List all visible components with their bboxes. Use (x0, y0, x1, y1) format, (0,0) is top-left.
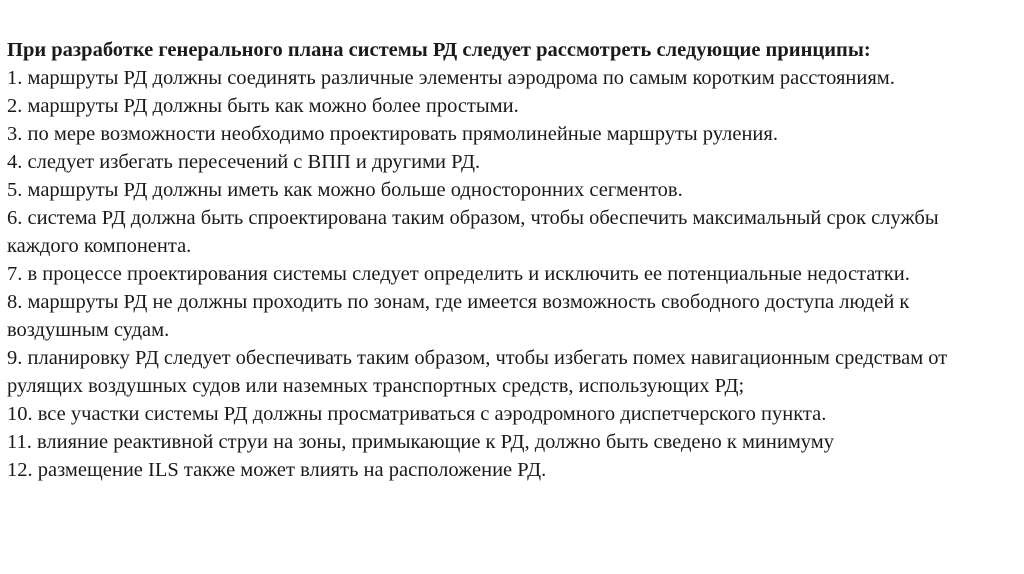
slide-content (7, 36, 1012, 484)
principle-item-6: 6. система РД должна быть спроектирована таким образом, чтобы обеспечить максимальный срок службы каждого компонента. (7, 207, 939, 257)
principle-item-2: 2. маршруты РД должны быть как можно более простыми. (7, 95, 519, 117)
principle-item-3: 3. по мере возможности необходимо проектировать прямолинейные маршруты руления. (7, 123, 778, 145)
slide-heading: При разработке генерального плана системы РД следует рассмотреть следующие принципы: (7, 39, 871, 61)
principle-item-7: 7. в процессе проектирования системы следует определить и исключить ее потенциальные недостатки. (7, 263, 910, 285)
principle-item-12: 12. размещение ILS также может влиять на расположение РД. (7, 459, 547, 481)
principle-item-5: 5. маршруты РД должны иметь как можно больше односторонних сегментов. (7, 179, 683, 201)
principle-item-11: 11. влияние реактивной струи на зоны, примыкающие к РД, должно быть сведено к минимуму (7, 431, 835, 453)
principle-item-10: 10. все участки системы РД должны просматриваться с аэродромного диспетчерского пункта. (7, 403, 827, 425)
principle-item-1: 1. маршруты РД должны соединять различные элементы аэродрома по самым коротким расстояниям. (7, 67, 895, 89)
principle-item-4: 4. следует избегать пересечений с ВПП и другими РД. (7, 151, 481, 173)
principle-item-9: 9. планировку РД следует обеспечивать таким образом, чтобы избегать помех навигационным средствам от рулящих воздушных судов или наземных транспортных средств, использующих РД; (7, 347, 948, 397)
principle-item-8: 8. маршруты РД не должны проходить по зонам, где имеется возможность свободного доступа людей к воздушным судам. (7, 291, 910, 341)
